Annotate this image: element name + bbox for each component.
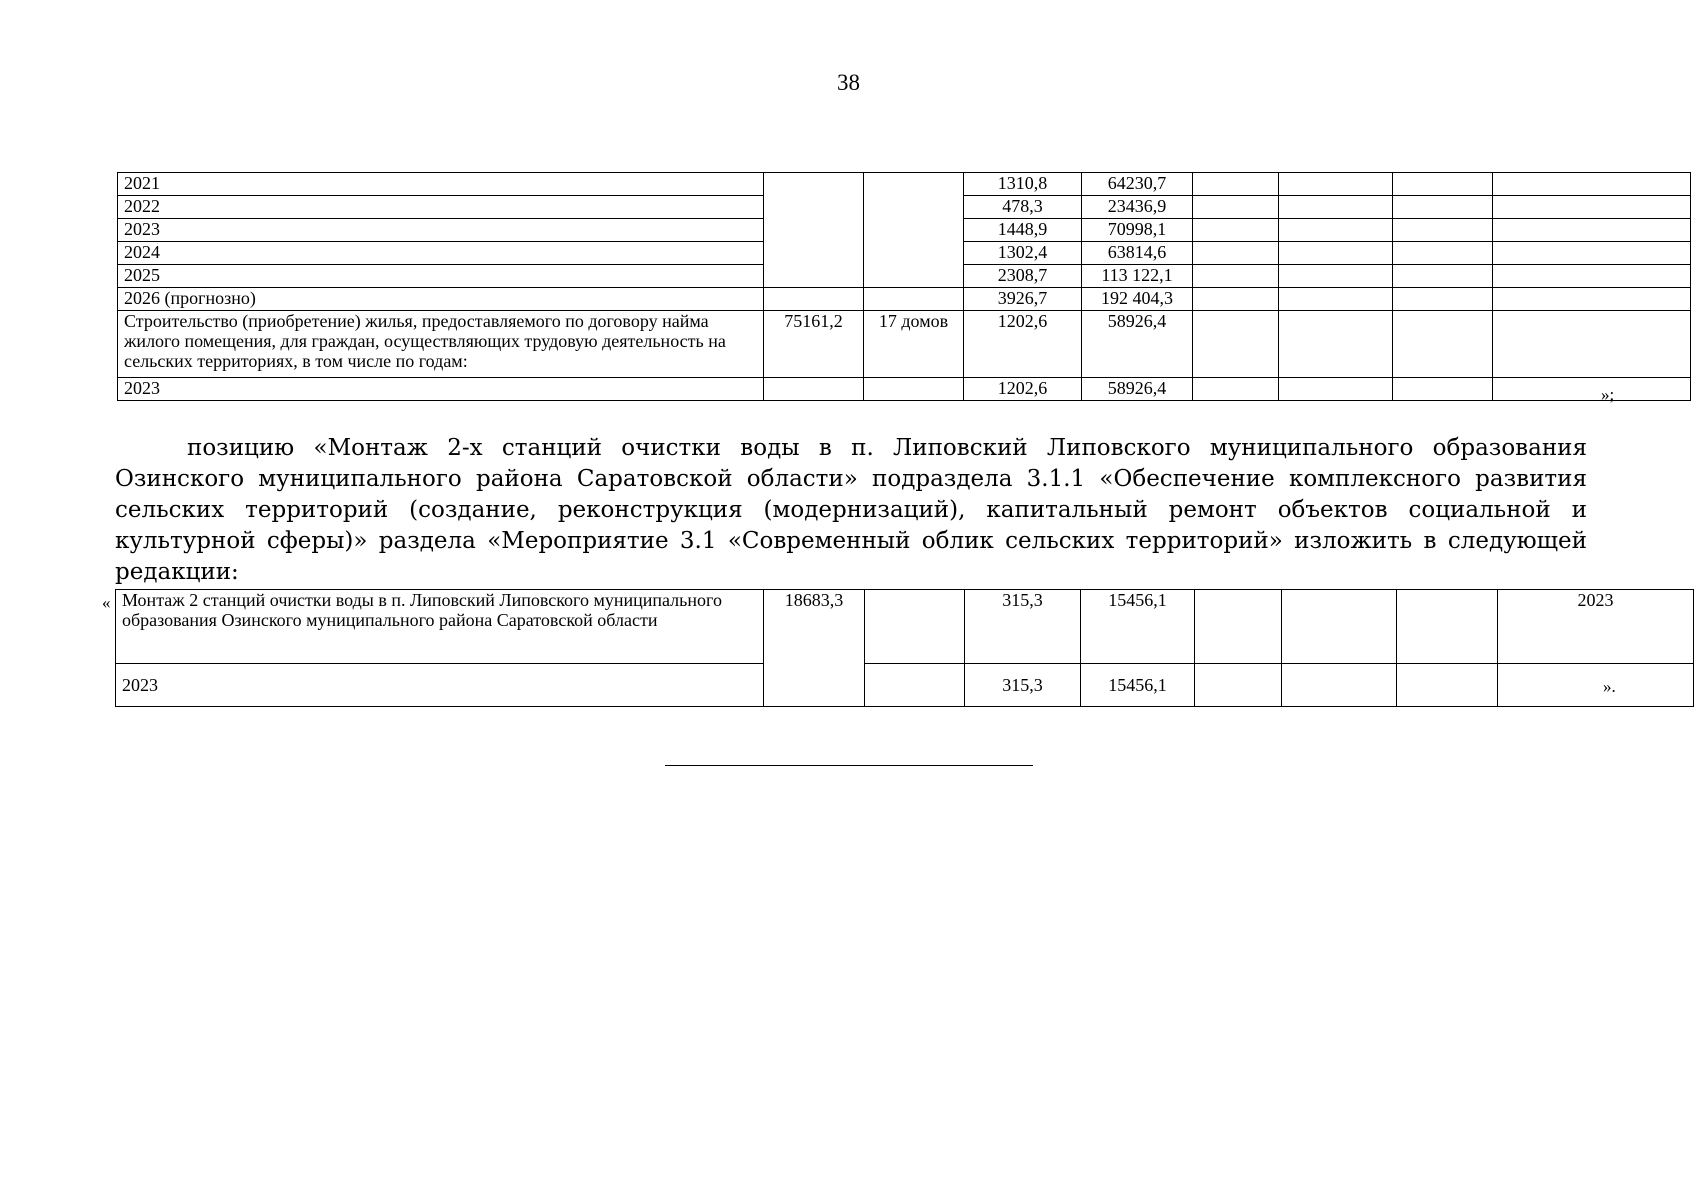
value-cell: 315,3 [965, 664, 1081, 707]
merged-cell [864, 173, 964, 288]
amendment-paragraph: позицию «Монтаж 2-х станций очистки воды в п. Липовский Липовского муниципального образования Озинского муниципального района Саратовской области» подраздела 3.1.1 «Обеспечение комплексного развития сельских территорий (создание, реконструкция (модернизаций), капитальный ремонт объектов социальной и культурной сферы)» раздела «Мероприятие 3.1 «Современный облик сельских территорий» изложить в следующей редакции: [115, 435, 1587, 585]
value-cell: 1202,6 [964, 311, 1082, 378]
empty-cell [865, 590, 965, 664]
value-cell: 2023 [1498, 590, 1694, 664]
empty-cell [1393, 311, 1493, 378]
value-cell: 58926,4 [1082, 378, 1193, 401]
value-cell: 58926,4 [1082, 311, 1193, 378]
empty-cell [1279, 265, 1393, 288]
value-cell: 1310,8 [964, 173, 1082, 196]
value-cell: 15456,1 [1081, 590, 1195, 664]
empty-cell [1193, 173, 1279, 196]
closing-quote-mark: »; [1601, 385, 1615, 404]
value-cell: 23436,9 [1082, 196, 1193, 219]
table-row [118, 311, 1691, 378]
empty-cell [1279, 288, 1393, 311]
empty-cell [1393, 288, 1493, 311]
value-cell: 192 404,3 [1082, 288, 1193, 311]
value-cell [764, 288, 864, 311]
empty-cell [1493, 219, 1691, 242]
value-cell: 75161,2 [764, 311, 864, 378]
empty-cell [1282, 664, 1397, 707]
value-cell [864, 288, 964, 311]
empty-cell [1193, 196, 1279, 219]
program-table-continuation [117, 172, 1691, 401]
amended-position-table [115, 589, 1694, 707]
empty-cell [1393, 196, 1493, 219]
empty-cell [1195, 664, 1282, 707]
page-number: 38 [837, 70, 860, 95]
empty-cell [1279, 173, 1393, 196]
empty-cell [1393, 173, 1493, 196]
empty-cell [1498, 664, 1694, 707]
row-label: 2024 [118, 242, 764, 265]
row-label: 2023 [118, 219, 764, 242]
table-row [116, 590, 1694, 664]
empty-cell [1279, 242, 1393, 265]
empty-cell [1493, 378, 1691, 401]
empty-cell [1393, 242, 1493, 265]
row-label: 2022 [118, 196, 764, 219]
table-row [116, 664, 1694, 707]
value-cell [764, 378, 864, 401]
row-label: 2021 [118, 173, 764, 196]
empty-cell [1393, 265, 1493, 288]
closing-quote-mark: ». [1603, 677, 1616, 696]
empty-cell [1493, 311, 1691, 378]
empty-cell [1279, 196, 1393, 219]
value-cell: 17 домов [864, 311, 964, 378]
empty-cell [1279, 219, 1393, 242]
row-label: 2023 [116, 664, 764, 707]
row-label: Монтаж 2 станций очистки воды в п. Липовский Липовского муниципального образования Озинского муниципального района Саратовской области [116, 590, 764, 664]
empty-cell [1279, 311, 1393, 378]
value-cell: 70998,1 [1082, 219, 1193, 242]
empty-cell [1195, 590, 1282, 664]
empty-cell [1193, 265, 1279, 288]
row-label: Строительство (приобретение) жилья, предоставляемого по договору найма жилого помещения, для граждан, осуществляющих трудовую деятельность на сельских территориях, в том числе по годам: [118, 311, 764, 378]
value-cell [864, 378, 964, 401]
empty-cell [1493, 196, 1691, 219]
value-cell: 18683,3 [764, 590, 865, 707]
end-rule-divider [665, 765, 1033, 766]
value-cell: 15456,1 [1081, 664, 1195, 707]
table-row [118, 288, 1691, 311]
value-cell: 1302,4 [964, 242, 1082, 265]
empty-cell [1193, 242, 1279, 265]
row-label: 2023 [118, 378, 764, 401]
empty-cell [1193, 311, 1279, 378]
value-cell: 63814,6 [1082, 242, 1193, 265]
table-row [118, 378, 1691, 401]
empty-cell [865, 664, 965, 707]
empty-cell [1493, 265, 1691, 288]
empty-cell [1193, 288, 1279, 311]
value-cell: 64230,7 [1082, 173, 1193, 196]
empty-cell [1397, 664, 1498, 707]
value-cell: 113 122,1 [1082, 265, 1193, 288]
empty-cell [1493, 173, 1691, 196]
value-cell: 3926,7 [964, 288, 1082, 311]
table-row [118, 173, 1691, 196]
row-label: 2026 (прогнозно) [118, 288, 764, 311]
empty-cell [1493, 242, 1691, 265]
empty-cell [1397, 590, 1498, 664]
value-cell: 2308,7 [964, 265, 1082, 288]
value-cell: 1202,6 [964, 378, 1082, 401]
empty-cell [1279, 378, 1393, 401]
value-cell: 315,3 [965, 590, 1081, 664]
empty-cell [1193, 219, 1279, 242]
value-cell: 1448,9 [964, 219, 1082, 242]
empty-cell [1493, 288, 1691, 311]
row-label: 2025 [118, 265, 764, 288]
empty-cell [1393, 219, 1493, 242]
empty-cell [1393, 378, 1493, 401]
value-cell: 478,3 [964, 196, 1082, 219]
empty-cell [1193, 378, 1279, 401]
merged-cell [764, 173, 864, 288]
opening-quote-mark: « [102, 593, 111, 612]
empty-cell [1282, 590, 1397, 664]
